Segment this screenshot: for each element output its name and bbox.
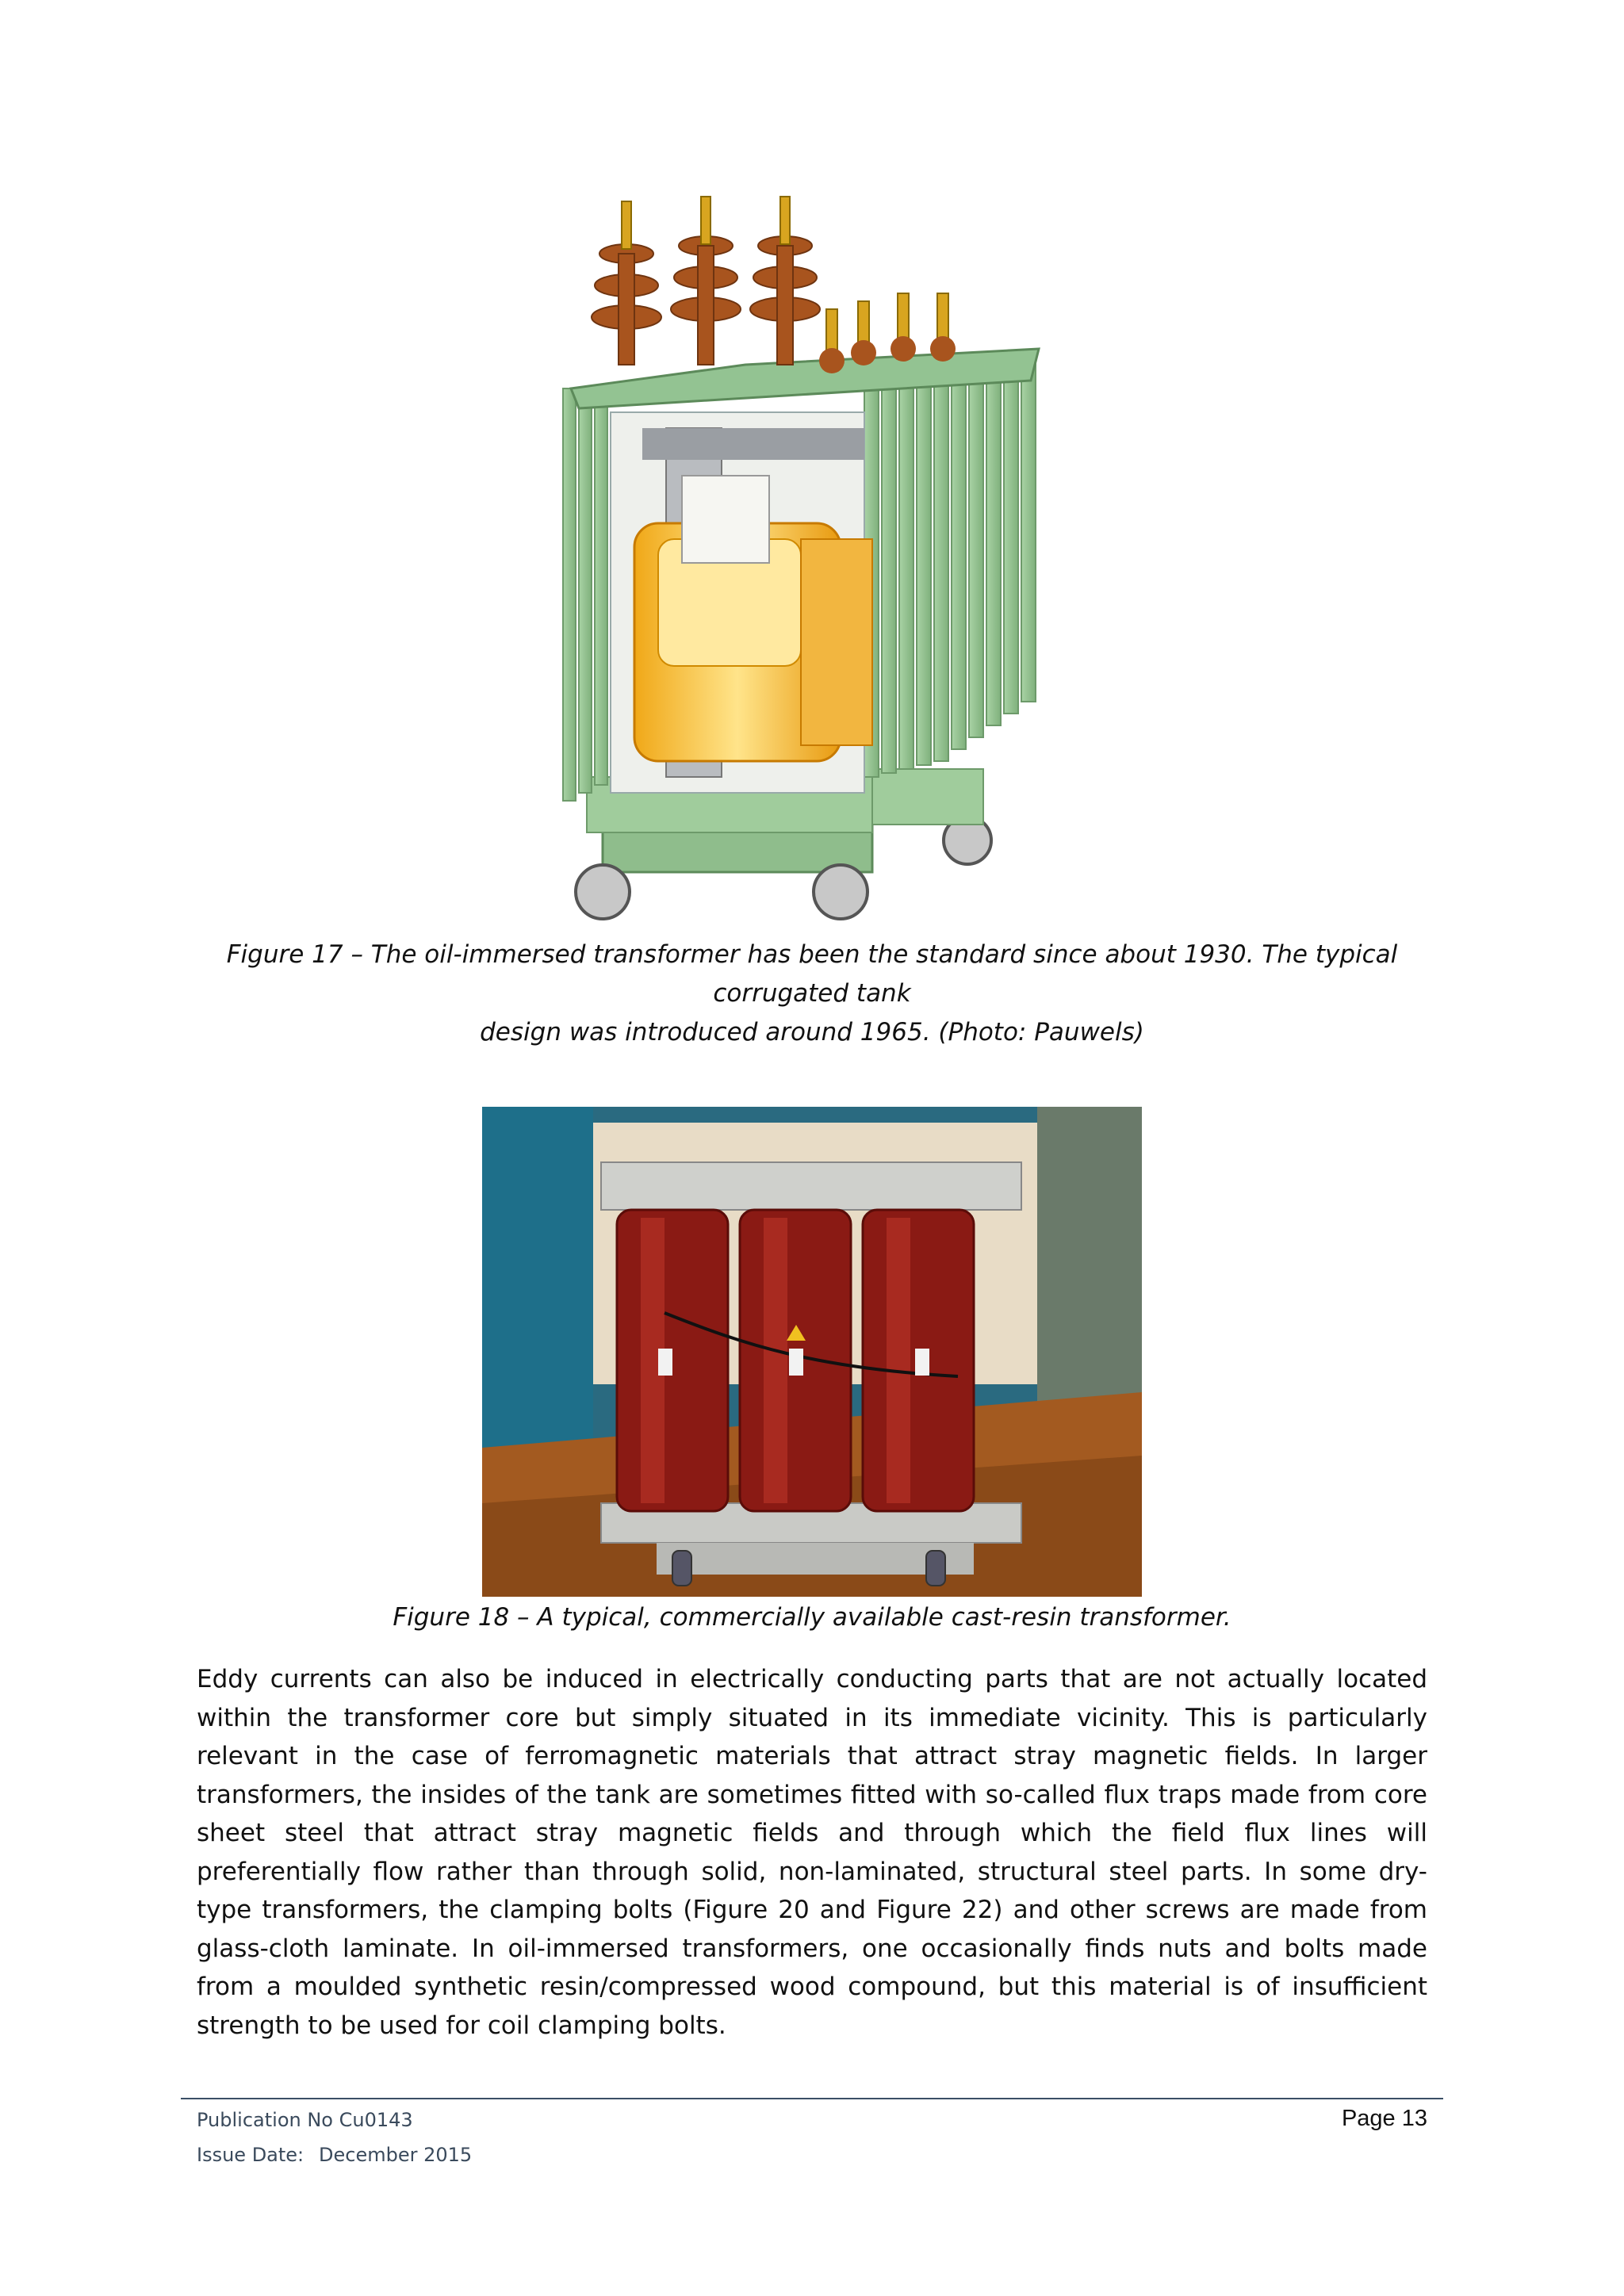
issue-date-label: Issue Date: xyxy=(197,2144,304,2166)
issue-date xyxy=(197,2144,472,2166)
publication-number: Publication No Cu0143 xyxy=(197,2109,413,2131)
page-number: Page 13 xyxy=(1341,2106,1427,2131)
figure-17-caption-line-1: Figure 17 – The oil-immersed transformer has been the standard since about 1930. The typical corrugated tank xyxy=(226,940,1398,1008)
figure-18-caption: Figure 18 – A typical, commercially available cast-resin transformer. xyxy=(393,1603,1231,1632)
oil-immersed-transformer-image xyxy=(555,190,1063,936)
cast-resin-transformer-image xyxy=(482,1107,1142,1597)
figure-17-caption xyxy=(197,936,1427,1052)
footer-rule xyxy=(181,2098,1443,2099)
body-paragraph: Eddy currents can also be induced in electrically conducting parts that are not actually located within the transformer core but simply situated in its immediate vicinity. This is particularly relevant in the case of ferromagnetic materials that attract stray magnetic fields. In larger transformers, the insides of the tank are sometimes fitted with so-called flux traps made from core sheet steel that attract stray magnetic fields and through which the field flux lines will preferentially flow rather than through solid, non-laminated, structural steel parts. In some dry-type transformers, the clamping bolts (Figure 20 and Figure 22) and other screws are made from glass-cloth laminate. In oil-immersed transformers, one occasionally finds nuts and bolts made from a moulded synthetic resin/compressed wood compound, but this material is of insufficient strength to be used for coil clamping bolts. xyxy=(197,1665,1427,2040)
issue-date-value: December 2015 xyxy=(319,2144,473,2166)
figure-17-caption-line-2: design was introduced around 1965. (Photo: Pauwels) xyxy=(480,1018,1144,1047)
